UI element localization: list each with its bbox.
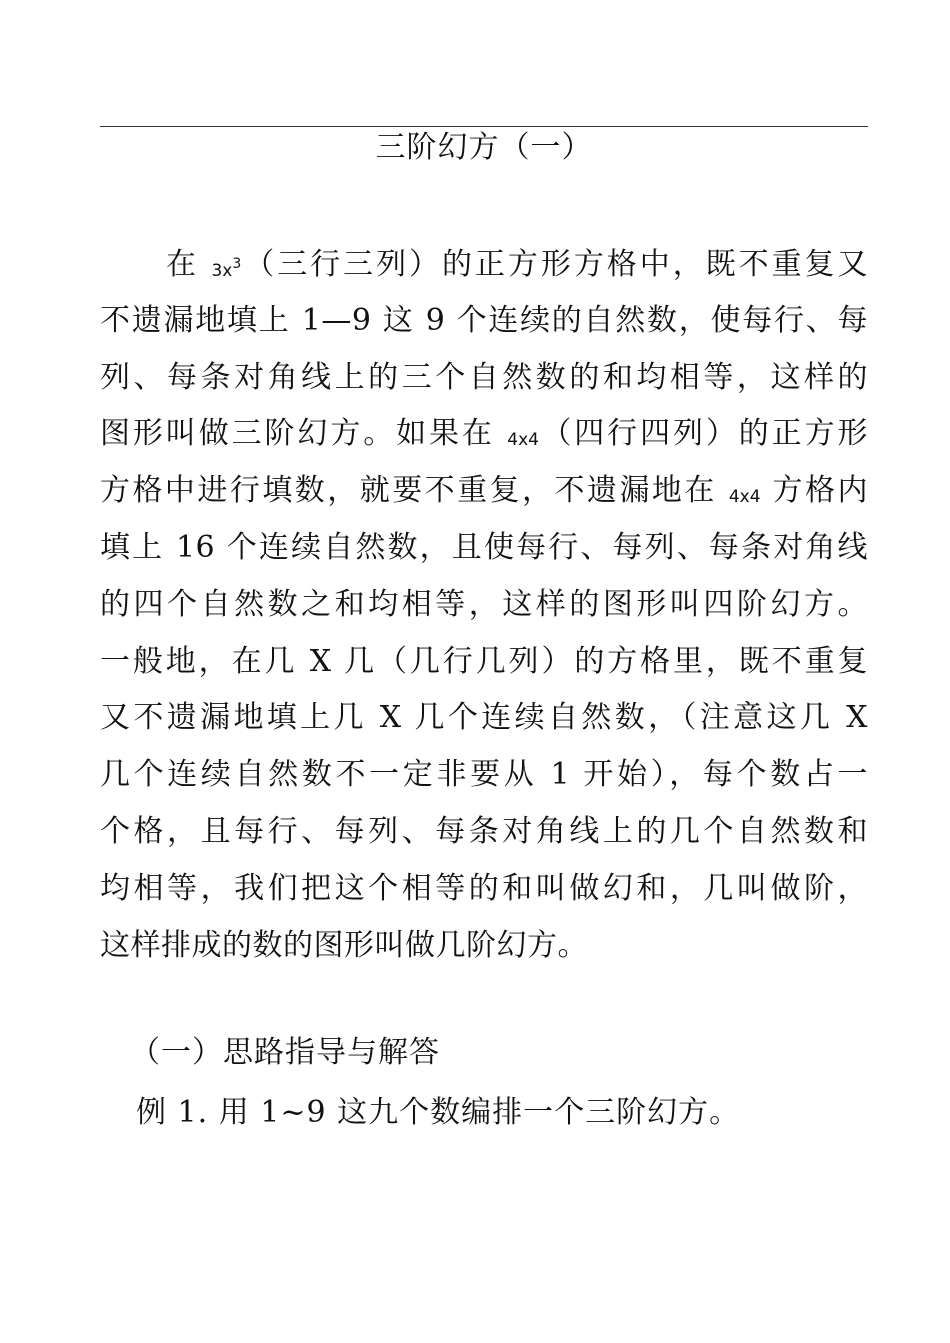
paragraph-line: 个格，且每行、每列、每条对角线上的几个自然数和 bbox=[100, 813, 868, 849]
text-span: （三行三列）的正方形方格中，既不重复又 bbox=[241, 247, 869, 282]
paragraph-line: 这样排成的数的图形叫做几阶幻方。 bbox=[100, 927, 588, 963]
text-span: 方格内 bbox=[760, 473, 868, 509]
text-span: 在 bbox=[166, 247, 212, 282]
paragraph-line: 不遗漏地填上 1—9 这 9 个连续的自然数，使每行、每 bbox=[100, 302, 868, 338]
text-span: 方格中进行填数，就要不重复，不遗漏地在 bbox=[100, 473, 729, 509]
paragraph-line: 填上 16 个连续自然数，且使每行、每列、每条对角线 bbox=[100, 529, 868, 565]
grid-size-label: 4x4 bbox=[507, 430, 539, 451]
paragraph-line bbox=[100, 406, 868, 463]
example-question: 例 1. 用 1~9 这九个数编排一个三阶幻方。 bbox=[136, 1095, 741, 1130]
text-span: （四行四列）的正方形 bbox=[538, 416, 868, 452]
section-heading: （一）思路指导与解答 bbox=[130, 1035, 440, 1070]
intro-paragraph bbox=[100, 236, 868, 974]
paragraph-line bbox=[100, 463, 868, 520]
paragraph-line: 几个连续自然数不一定非要从 1 开始），每个数占一 bbox=[100, 757, 868, 793]
paragraph-line bbox=[100, 236, 868, 293]
grid-size-label: 3x bbox=[211, 261, 233, 281]
grid-size-superscript: 3 bbox=[232, 256, 242, 272]
paragraph-line: 一般地，在几 X 几（几行几列）的方格里，既不重复 bbox=[100, 643, 868, 679]
paragraph-line: 均相等，我们把这个相等的和叫做幻和，几叫做阶， bbox=[100, 870, 868, 906]
grid-size-label: 4x4 bbox=[728, 487, 761, 508]
page-title: 三阶幻方（一） bbox=[375, 130, 593, 165]
paragraph-line: 的四个自然数之和均相等，这样的图形叫四阶幻方。 bbox=[100, 586, 868, 622]
paragraph-line: 又不遗漏地填上几 X 几个连续自然数，（注意这几 X bbox=[100, 700, 868, 736]
text-span: 图形叫做三阶幻方。如果在 bbox=[100, 416, 508, 452]
paragraph-line: 列、每条对角线上的三个自然数的和均相等，这样的 bbox=[100, 359, 868, 395]
